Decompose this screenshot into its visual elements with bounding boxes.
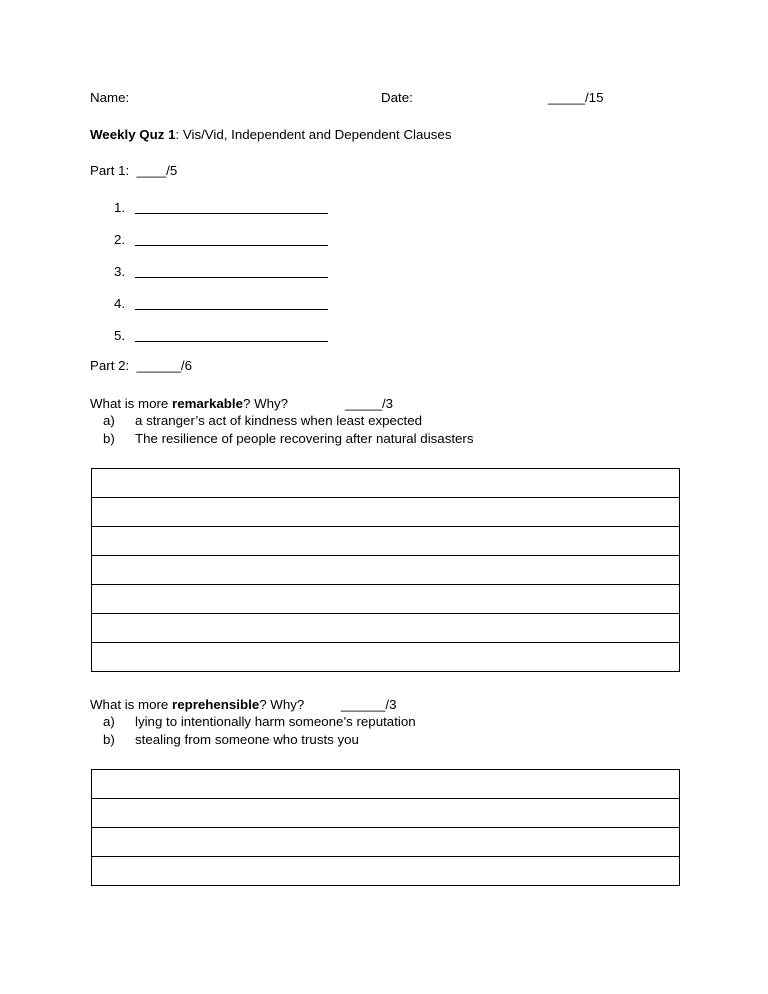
part1-answer-line[interactable] bbox=[135, 277, 328, 278]
name-label: Name: bbox=[90, 90, 130, 105]
q1-suffix: ? Why? bbox=[242, 396, 289, 411]
date-label: Date: bbox=[381, 90, 413, 105]
q1-prompt bbox=[90, 396, 288, 412]
q2-option-b-letter: b) bbox=[103, 732, 115, 747]
quiz-title-rest: : Vis/Vid, Independent and Dependent Clauses bbox=[175, 127, 452, 142]
answer-cell[interactable] bbox=[92, 556, 680, 585]
answer-row bbox=[92, 469, 680, 498]
answer-cell[interactable] bbox=[92, 799, 680, 828]
answer-cell[interactable] bbox=[92, 770, 680, 799]
answer-row bbox=[92, 770, 680, 799]
answer-cell[interactable] bbox=[92, 585, 680, 614]
part1-answer-line[interactable] bbox=[135, 245, 328, 246]
quiz-title bbox=[90, 127, 451, 143]
q1-answer-box bbox=[91, 468, 680, 672]
q2-keyword: reprehensible bbox=[172, 697, 260, 712]
q1-option-a: a stranger’s act of kindness when least expected bbox=[135, 413, 423, 428]
part1-item-number: 4. bbox=[114, 296, 126, 311]
total-score: _____/15 bbox=[548, 90, 604, 105]
q2-suffix: ? Why? bbox=[259, 697, 305, 712]
answer-row bbox=[92, 643, 680, 672]
answer-cell[interactable] bbox=[92, 857, 680, 886]
answer-row bbox=[92, 556, 680, 585]
q2-prefix: What is more bbox=[90, 697, 173, 712]
q2-score: ______/3 bbox=[341, 697, 397, 712]
answer-cell[interactable] bbox=[92, 469, 680, 498]
q1-score: _____/3 bbox=[345, 396, 394, 411]
q2-option-a-letter: a) bbox=[103, 714, 115, 729]
answer-cell[interactable] bbox=[92, 643, 680, 672]
part1-item-number: 2. bbox=[114, 232, 126, 247]
answer-row bbox=[92, 828, 680, 857]
q1-keyword: remarkable bbox=[172, 396, 243, 411]
part2-heading bbox=[90, 358, 192, 374]
part2-score: ______/6 bbox=[136, 358, 193, 373]
answer-cell[interactable] bbox=[92, 614, 680, 643]
part1-answer-line[interactable] bbox=[135, 213, 328, 214]
answer-cell[interactable] bbox=[92, 527, 680, 556]
part1-item-number: 5. bbox=[114, 328, 126, 343]
answer-row bbox=[92, 799, 680, 828]
answer-row bbox=[92, 527, 680, 556]
q2-option-b: stealing from someone who trusts you bbox=[135, 732, 359, 747]
q2-answer-box bbox=[91, 769, 680, 886]
quiz-title-bold: Weekly Quz 1 bbox=[90, 127, 176, 142]
part1-item-number: 3. bbox=[114, 264, 126, 279]
part1-score: ____/5 bbox=[136, 163, 178, 178]
answer-row bbox=[92, 585, 680, 614]
answer-cell[interactable] bbox=[92, 828, 680, 857]
q1-option-b-letter: b) bbox=[103, 431, 115, 446]
q1-option-a-letter: a) bbox=[103, 413, 115, 428]
q2-option-a: lying to intentionally harm someone’s reputation bbox=[135, 714, 416, 729]
answer-row bbox=[92, 857, 680, 886]
part2-label: Part 2: bbox=[90, 358, 130, 373]
answer-row bbox=[92, 614, 680, 643]
answer-cell[interactable] bbox=[92, 498, 680, 527]
q1-prefix: What is more bbox=[90, 396, 173, 411]
part1-answer-line[interactable] bbox=[135, 309, 328, 310]
part1-label: Part 1: bbox=[90, 163, 130, 178]
q2-prompt bbox=[90, 697, 304, 713]
part1-answer-line[interactable] bbox=[135, 341, 328, 342]
part1-heading bbox=[90, 163, 177, 179]
q1-option-b: The resilience of people recovering after natural disasters bbox=[135, 431, 474, 446]
part1-item-number: 1. bbox=[114, 200, 126, 215]
answer-row bbox=[92, 498, 680, 527]
